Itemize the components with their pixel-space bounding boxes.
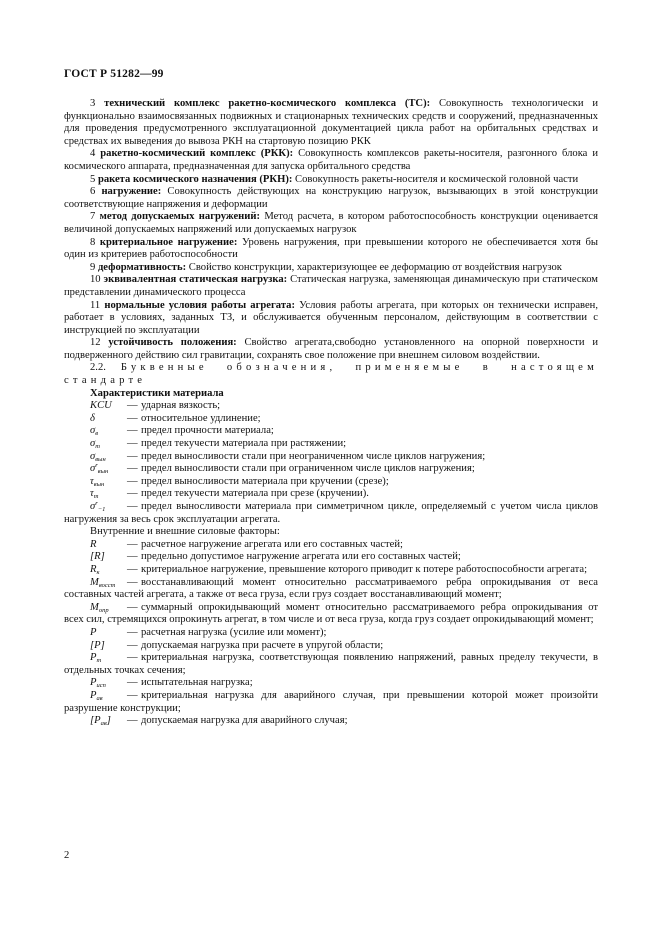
symbol-row [64,627,598,640]
definition-paragraph [64,337,598,362]
definition-number: 9 [90,261,98,273]
definition-term: эквивалентная статическая нагрузка: [103,274,288,286]
symbol-row [64,715,598,728]
symbol-definition: испытательная нагрузка; [141,677,253,689]
definition-paragraph [64,237,598,262]
symbol-row [64,400,598,413]
dash: — [127,425,138,437]
definition-paragraph [64,300,598,338]
symbol-cell [90,690,127,703]
dash: — [127,601,138,613]
symbol-definition: предел текучести материала при срезе (кручении). [141,488,369,500]
definition-text: Уровень нагружения, при превышении которого не обеспечивается хотя бы один из критериев работоспособности [64,236,598,261]
symbol-row [64,476,598,489]
symbol-cell [90,438,127,451]
definition-term: ракетно-космический комплекс (РКК): [100,148,294,160]
definition-number: 11 [90,299,105,311]
symbol-definition: предел прочности материала; [141,425,274,437]
symbol-row [64,602,598,627]
dash: — [127,501,138,512]
definition-text: Совокупность технологически и функционально взаимосвязанных подвижных и стационарных технических средств и сооружений, предназначенных для проведения предусмотренного эксплуатационной документацией цикла работ на орбитальных средствах и средствах их выведения до вывоза РКН на стартовую позицию РКК [64,98,598,147]
symbol-cell [90,539,127,552]
symbol-subscript: опр [98,606,109,614]
dash: — [127,689,138,701]
symbol: $R_к$ [90,563,100,576]
symbol: KCU [90,400,112,412]
definition-term: устойчивость положения: [108,337,237,349]
definition-text: Свойство агрегата,свободно установленного на опорной поверхности и подверженного действию сил гравитации, сохранять свое положение при внешнем силовом воздействии. [64,337,598,361]
symbol-subscript: т [95,443,100,451]
symbol-cell [90,501,127,514]
symbol-row [64,640,598,653]
dash: — [127,551,138,563]
symbol: [P] [90,639,105,651]
symbol-definition: расчетная нагрузка (усилие или момент); [141,626,327,638]
symbol-subscript: вын [95,455,106,463]
symbol-definition: критериальное нагружение, превышение которого приводит к потере работоспособности агрегата; [141,563,588,575]
dash: — [127,563,138,575]
definition-text: Совокупность ракеты-носителя и космической головной части [292,173,579,185]
definition-term: метод допускаемых нагружений: [99,211,260,223]
definition-paragraph [64,186,598,211]
symbol-definition: предел выносливости материала при кручении (срезе); [141,475,389,487]
symbol-definition: относительное удлинение; [141,412,261,424]
document-body [64,98,598,728]
page-number: 2 [64,850,70,861]
dash: — [127,400,138,412]
definition-number: 7 [90,211,100,223]
dash: — [127,639,138,651]
dash: — [127,715,138,727]
definition-text: Метод расчета, в котором работоспособность конструкции оценивается величиной допускаемых напряжений или допускаемых нагрузок [64,211,599,235]
symbol-definition: суммарный опрокидывающий момент относительно рассматриваемого ребра опрокидывания от всех сил, стремящихся опрокинуть агрегат, в том числе и от веса груза, когда груз создает опрокидывающий момент; [64,601,598,626]
symbol-cell [90,476,127,489]
symbol-subscript: ав [100,720,107,728]
dash: — [127,488,138,500]
dash: — [127,438,138,450]
section-heading: 2.2. Буквенные обозначения, применяемые в настоящем стандарте [64,362,598,387]
dash: — [127,626,138,638]
symbol-subscript: в [95,430,99,438]
definition-term: нагружение: [101,186,162,198]
symbol-subscript: исп [96,682,106,690]
symbol-definition: предел выносливости стали при ограниченном числе циклов нагружения; [141,463,475,475]
symbol-row [64,577,598,602]
symbol: $P_{ав}$ [90,689,103,702]
symbol-definition: допускаемая нагрузка при расчете в упругой области; [141,639,384,651]
symbol: $\sigma_{вын}$ [90,450,106,463]
symbol-subscript: −1 [97,506,106,513]
force-symbols-list [64,539,598,728]
symbol-definition: предел выносливости материала при симметричном цикле, определяемый с учетом числа циклов нагружения за весь срок эксплуатации агрегата. [64,501,598,525]
symbol-definition: расчетное нагружение агрегата или его составных частей; [141,538,403,550]
definition-paragraph [64,274,598,299]
definition-number: 8 [90,236,100,248]
definitions-list [64,98,598,362]
symbol-subscript: вын [97,468,109,476]
definition-term: ракета космического назначения (РКН): [97,173,293,185]
material-heading: Характеристики материала [90,387,224,399]
definition-term: нормальные условия работы агрегата: [104,299,295,311]
symbol-row [64,413,598,426]
symbol: P [90,626,97,638]
symbol-cell [90,425,127,438]
definition-paragraph [64,262,598,275]
symbol: $\sigma_в$ [90,425,99,438]
symbol: $\tau_т$ [90,488,99,501]
symbol-subscript: к [96,568,100,576]
symbol: R [90,538,97,550]
symbol-definition: предел выносливости стали при неограниченном числе циклов нагружения; [141,450,486,462]
symbol-row [64,564,598,577]
definition-number: 6 [90,186,102,198]
definition-term: критериальное нагружение: [99,236,238,248]
definition-term: технический комплекс ракетно-космического комплекса (ТС): [104,98,431,109]
symbol-cell [90,640,127,653]
page-header: ГОСТ Р 51282—99 [64,68,164,80]
symbol-cell [90,463,127,476]
symbol-definition: восстанавливающий момент относительно рассматриваемого ребра опрокидывания от веса составных частей агрегата, а также от веса груза, если груз создает восстанавливающий момент; [64,576,598,601]
symbol: $\sigma^r_{вын}$ [90,462,109,476]
definition-paragraph [64,148,598,173]
symbol-definition: ударная вязкость; [141,400,221,412]
symbol-cell [90,715,127,728]
definition-term: деформативность: [97,261,187,273]
symbol-subscript: т [93,493,99,501]
dash: — [127,652,138,664]
symbol-definition: критериальная нагрузка для аварийного случая, при превышении которой может произойти разрушение конструкции; [64,689,598,714]
definition-number: 5 [90,173,98,185]
symbol-row [64,551,598,564]
symbol: $P_{исп}$ [90,677,106,690]
symbol-subscript: вын [93,480,105,488]
dash: — [127,463,138,475]
definition-paragraph [64,98,598,148]
symbol: $\sigma^r_{-1}$ [90,500,106,513]
symbol: $P_т$ [90,652,102,665]
symbol: $\sigma_т$ [90,438,100,451]
symbol: δ [90,412,95,424]
definition-number: 10 [90,274,104,286]
material-symbols-list [64,400,598,501]
dash: — [127,412,138,424]
symbol-definition: допускаемая нагрузка для аварийного случая; [141,715,348,727]
symbol-row [64,438,598,451]
symbol-row [64,463,598,476]
symbol-cell [90,652,127,665]
definition-number: 4 [90,148,101,160]
symbol-row [64,451,598,464]
dash: — [127,475,138,487]
definition-text: Совокупность комплексов ракеты-носителя, разгонного блока и космического аппарата, предназначенная для запуска орбитального средства [64,148,599,172]
symbol-cell [90,602,127,615]
symbol-cell [90,400,127,413]
sigma-r-definition [64,501,598,526]
symbol: [R] [90,551,105,563]
definition-text: Свойство конструкции, характеризующее ее деформацию от воздействия нагрузок [186,261,562,273]
symbol: $[P_{ав}]$ [90,715,111,728]
symbol: $M_{восст}$ [90,576,116,589]
symbol-subscript: восст [98,581,116,589]
dash: — [127,538,138,550]
symbol-superscript: r [95,462,98,470]
dash: — [127,677,138,689]
symbol-cell [90,577,127,590]
definition-paragraph [64,174,598,187]
definition-number: 3 [90,98,105,109]
symbol-definition: предельно допустимое нагружение агрегата или его составных частей; [141,551,461,563]
symbol: $\tau_{вын}$ [90,475,105,488]
symbol-row [64,425,598,438]
symbol-cell [90,627,127,640]
definition-text: Статическая нагрузка, заменяющая динамическую при статическом представлении динамического процесса [64,274,598,298]
symbol-cell [90,413,127,426]
symbol-cell [90,564,127,577]
forces-heading: Внутренние и внешние силовые факторы: [90,526,280,538]
symbol-superscript: r [95,500,98,507]
definition-number: 12 [90,337,109,349]
dash: — [127,450,138,462]
definition-paragraph [64,211,598,236]
symbol-subscript: ав [96,694,103,702]
dash: — [127,576,138,588]
symbol-definition: критериальная нагрузка, соответствующая появлению напряжений, равных пределу текучести, в отдельных точках сечения; [64,652,598,676]
symbol-definition: предел текучести материала при растяжении; [141,438,347,450]
symbol-subscript: т [96,657,102,665]
symbol-row [64,539,598,552]
symbol-row [64,690,598,715]
symbol-row [64,488,598,501]
symbol-row [64,677,598,690]
symbol-row [64,652,598,677]
symbol: $M_{опр}$ [90,601,109,614]
symbol-cell [90,677,127,690]
definition-text: Совокупность действующих на конструкцию нагрузок, вызывающих в этой конструкции соответствующие напряжения и деформации [64,186,598,210]
symbol-cell [90,551,127,564]
definition-text: Условия работы агрегата, при которых он технически исправен, работает в условиях, заданных ТЗ, и обслуживается обученным персоналом, действующим в соответствии с инструкцией по эксплуатации [64,299,598,336]
